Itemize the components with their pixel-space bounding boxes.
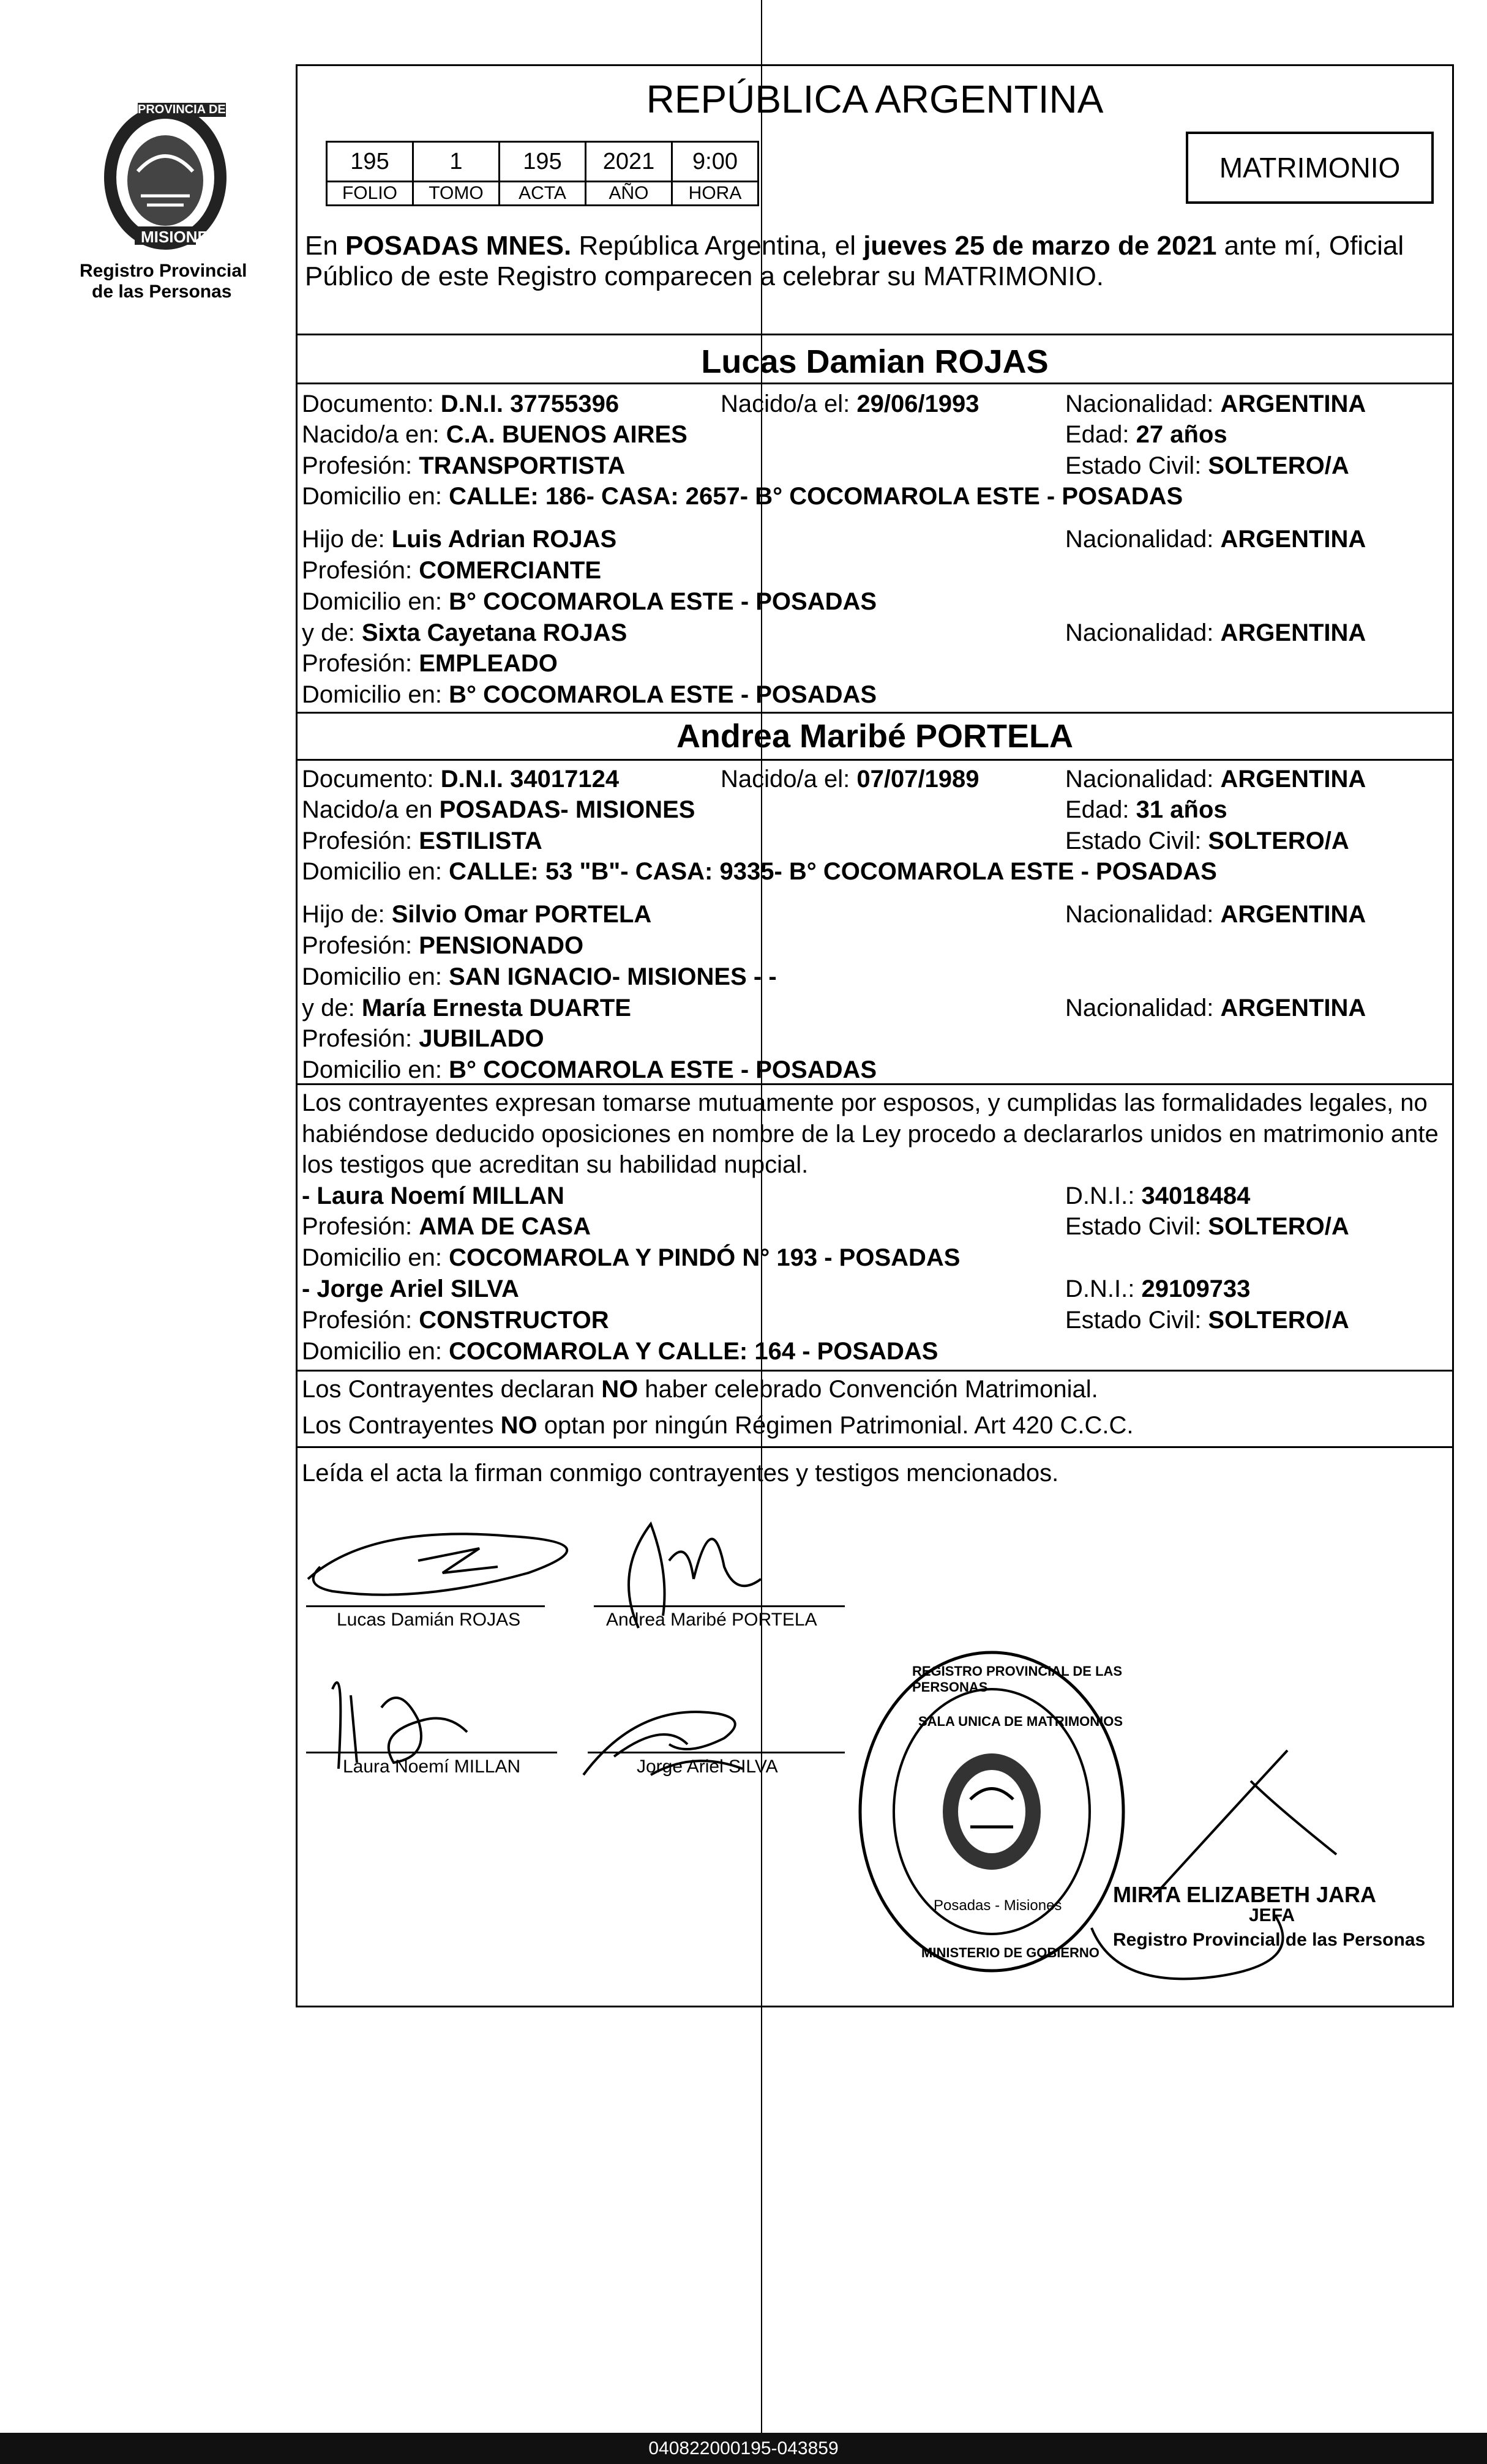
field-text: Profesión: bbox=[302, 1025, 419, 1052]
folio-label: FOLIO bbox=[327, 182, 413, 206]
field-text: Estado Civil: bbox=[1065, 827, 1208, 854]
groom-mother-nat bbox=[1065, 621, 1366, 645]
bride-addr bbox=[302, 859, 1217, 884]
field-text: ARGENTINA bbox=[1220, 619, 1366, 646]
convention-line-2 bbox=[302, 1413, 1134, 1438]
field-text: 34018484 bbox=[1141, 1182, 1251, 1209]
footer-code: 040822000195-043859 bbox=[0, 2433, 1487, 2464]
field-text: B° COCOMAROLA ESTE - POSADAS bbox=[449, 588, 877, 615]
divider-convention bbox=[296, 1370, 1454, 1372]
bride-born bbox=[721, 767, 979, 791]
hora-value: 9:00 bbox=[672, 142, 758, 182]
declaration-line-2: habiéndose deducido oposiciones en nombre de la Ley procedo a declararlos unidos en matrimonio ante bbox=[302, 1121, 1439, 1148]
field-text: 29/06/1993 bbox=[856, 390, 979, 417]
groom-doc bbox=[302, 392, 619, 416]
declaration-line-3: los testigos que acreditan su habilidad nupcial. bbox=[302, 1151, 809, 1178]
field-text: NO bbox=[601, 1376, 639, 1403]
intro-text: República Argentina, el bbox=[571, 231, 864, 261]
field-text: Edad: bbox=[1065, 421, 1136, 448]
field-text: Profesión: bbox=[302, 452, 419, 479]
field-text: haber celebrado Convención Matrimonial. bbox=[638, 1376, 1098, 1403]
official-role: JEFA bbox=[1249, 1905, 1295, 1925]
bride-mother-nat bbox=[1065, 996, 1366, 1020]
field-text: Luis Adrian ROJAS bbox=[391, 526, 617, 553]
groom-born bbox=[721, 392, 979, 416]
field-text: Profesión: bbox=[302, 1213, 419, 1240]
field-text: JUBILADO bbox=[419, 1025, 544, 1052]
groom-signature-icon bbox=[308, 1534, 567, 1594]
field-text: SOLTERO/A bbox=[1208, 1213, 1349, 1240]
bride-doc bbox=[302, 767, 619, 791]
field-text: Estado Civil: bbox=[1065, 1307, 1208, 1334]
field-text: y de: bbox=[302, 619, 362, 646]
field-text: Domicilio en: bbox=[302, 858, 449, 885]
intro-date: jueves 25 de marzo de 2021 bbox=[863, 231, 1217, 261]
field-text: 29109733 bbox=[1141, 1275, 1251, 1302]
field-text: Nacionalidad: bbox=[1065, 995, 1221, 1021]
bride-mother-addr bbox=[302, 1058, 877, 1082]
field-text: B° COCOMAROLA ESTE - POSADAS bbox=[449, 1056, 877, 1083]
field-text: NO bbox=[500, 1412, 537, 1439]
field-text: C.A. BUENOS AIRES bbox=[446, 421, 687, 448]
bride-age bbox=[1065, 797, 1227, 822]
acta-value: 195 bbox=[500, 142, 586, 182]
groom-mother bbox=[302, 621, 627, 645]
field-text: Nacionalidad: bbox=[1065, 619, 1221, 646]
field-text: D.N.I.: bbox=[1065, 1275, 1142, 1302]
groom-place bbox=[302, 422, 687, 447]
field-text: Edad: bbox=[1065, 796, 1136, 823]
groom-name: Lucas Damian ROJAS bbox=[701, 343, 1049, 380]
witness1-signature-label: Laura Noemí MILLAN bbox=[343, 1757, 521, 1777]
field-text: ARGENTINA bbox=[1220, 766, 1366, 793]
field-text: B° COCOMAROLA ESTE - POSADAS bbox=[449, 681, 877, 708]
field-text: ARGENTINA bbox=[1220, 390, 1366, 417]
bride-mother-prof bbox=[302, 1026, 544, 1051]
declaration-line-1: Los contrayentes expresan tomarse mutuamente por esposos, y cumplidas las formalidades legales, no bbox=[302, 1089, 1428, 1116]
groom-mother-addr bbox=[302, 682, 877, 707]
official-name: MIRTA ELIZABETH JARA bbox=[1113, 1882, 1376, 1907]
intro-text: ante mí, Oficial bbox=[1216, 231, 1404, 261]
field-text: Los Contrayentes bbox=[302, 1412, 501, 1439]
witness2-name: - Jorge Ariel SILVA bbox=[302, 1275, 519, 1302]
divider-bride-name bbox=[296, 759, 1454, 761]
tomo-label: TOMO bbox=[413, 182, 500, 206]
bride-mother bbox=[302, 996, 631, 1020]
logo-ring-top: PROVINCIA DE bbox=[138, 103, 226, 116]
bride-signature-line bbox=[594, 1605, 845, 1607]
groom-signature-label: Lucas Damián ROJAS bbox=[337, 1610, 521, 1630]
field-text: Domicilio en: bbox=[302, 1056, 449, 1083]
groom-prof bbox=[302, 454, 625, 478]
closing-text: Leída el acta la firman conmigo contrayentes y testigos mencionados. bbox=[302, 1460, 1059, 1487]
field-text: Sixta Cayetana ROJAS bbox=[361, 619, 627, 646]
groom-mother-prof bbox=[302, 651, 558, 676]
divider-groom-name bbox=[296, 383, 1454, 384]
field-text: Profesión: bbox=[302, 557, 419, 584]
witness1-addr bbox=[302, 1245, 960, 1270]
field-text: CALLE: 53 "B"- CASA: 9335- B° COCOMAROLA ESTE - POSADAS bbox=[449, 858, 1217, 885]
field-text: Documento: bbox=[302, 766, 441, 793]
field-text: COCOMAROLA Y CALLE: 164 - POSADAS bbox=[449, 1338, 938, 1365]
witness1-signature-line bbox=[306, 1752, 557, 1753]
witness1-dni bbox=[1065, 1184, 1250, 1208]
groom-father-addr bbox=[302, 589, 877, 614]
field-text: SOLTERO/A bbox=[1208, 452, 1349, 479]
field-text: Profesión: bbox=[302, 650, 419, 677]
page-title: REPÚBLICA ARGENTINA bbox=[646, 77, 1104, 121]
field-text: Profesión: bbox=[302, 827, 419, 854]
field-text: Nacionalidad: bbox=[1065, 526, 1221, 553]
bride-father-prof bbox=[302, 933, 583, 958]
field-text: COCOMAROLA Y PINDÓ N° 193 - POSADAS bbox=[449, 1244, 961, 1271]
field-text: ARGENTINA bbox=[1220, 526, 1366, 553]
logo-caption-2: de las Personas bbox=[92, 282, 232, 302]
witness1-signature-icon bbox=[332, 1682, 467, 1769]
intro-text: En bbox=[305, 231, 346, 261]
bride-nat bbox=[1065, 767, 1366, 791]
field-text: COMERCIANTE bbox=[419, 557, 601, 584]
field-text: CALLE: 186- CASA: 2657- B° COCOMAROLA ESTE - POSADAS bbox=[449, 483, 1183, 510]
field-text: Nacido/a en bbox=[302, 796, 440, 823]
groom-nat bbox=[1065, 392, 1366, 416]
logo-ring-bottom: MISIONES bbox=[141, 228, 219, 246]
groom-father bbox=[302, 527, 616, 551]
field-text: Nacionalidad: bbox=[1065, 901, 1221, 928]
field-text: Domicilio en: bbox=[302, 1244, 449, 1271]
bride-father-addr bbox=[302, 965, 777, 989]
seal-inner-text: SALA UNICA DE MATRIMONIOS bbox=[918, 1714, 1123, 1729]
field-text: SOLTERO/A bbox=[1208, 827, 1349, 854]
record-type-box bbox=[1186, 132, 1434, 204]
seal-lower-text: MINISTERIO DE GOBIERNO bbox=[921, 1945, 1099, 1960]
field-text: ARGENTINA bbox=[1220, 901, 1366, 928]
field-text: Domicilio en: bbox=[302, 963, 449, 990]
anio-label: AÑO bbox=[586, 182, 672, 206]
field-text: D.N.I. 37755396 bbox=[440, 390, 620, 417]
divider-declaration bbox=[296, 1083, 1454, 1085]
bride-father-nat bbox=[1065, 902, 1366, 927]
bride-civil bbox=[1065, 829, 1349, 853]
field-text: optan por ningún Régimen Patrimonial. Art 420 C.C.C. bbox=[537, 1412, 1134, 1439]
field-text: Domicilio en: bbox=[302, 1338, 449, 1365]
field-text: Nacido/a en: bbox=[302, 421, 446, 448]
witness1-prof bbox=[302, 1214, 591, 1239]
record-type-label: MATRIMONIO bbox=[1219, 152, 1401, 184]
intro-line-2: Público de este Registro comparecen a celebrar su MATRIMONIO. bbox=[305, 261, 1104, 291]
field-text: Nacionalidad: bbox=[1065, 766, 1221, 793]
field-text: Domicilio en: bbox=[302, 588, 449, 615]
field-text: CONSTRUCTOR bbox=[419, 1307, 609, 1334]
field-text: Nacido/a el: bbox=[721, 390, 857, 417]
field-text: D.N.I. 34017124 bbox=[440, 766, 620, 793]
witness2-addr bbox=[302, 1339, 938, 1364]
groom-age bbox=[1065, 422, 1227, 447]
groom-father-prof bbox=[302, 558, 601, 583]
field-text: PENSIONADO bbox=[419, 932, 584, 959]
registry-table bbox=[326, 141, 759, 206]
field-text: ESTILISTA bbox=[419, 827, 542, 854]
bride-place bbox=[302, 797, 695, 822]
groom-civil bbox=[1065, 454, 1349, 478]
field-text: Los Contrayentes declaran bbox=[302, 1376, 602, 1403]
witness2-signature-line bbox=[588, 1752, 845, 1753]
convention-line-1 bbox=[302, 1377, 1098, 1402]
field-text: Documento: bbox=[302, 390, 441, 417]
bride-prof bbox=[302, 829, 542, 853]
witness1-civil bbox=[1065, 1214, 1349, 1239]
intro-city: POSADAS MNES. bbox=[345, 231, 572, 261]
official-office: Registro Provincial de las Personas bbox=[1113, 1930, 1426, 1950]
field-text: Hijo de: bbox=[302, 526, 392, 553]
field-text: POSADAS- MISIONES bbox=[439, 796, 695, 823]
divider-closing bbox=[296, 1446, 1454, 1448]
folio-value: 195 bbox=[327, 142, 413, 182]
groom-addr bbox=[302, 484, 1183, 509]
bride-name: Andrea Maribé PORTELA bbox=[676, 718, 1074, 755]
acta-label: ACTA bbox=[500, 182, 586, 206]
field-text: D.N.I.: bbox=[1065, 1182, 1142, 1209]
field-text: 27 años bbox=[1136, 421, 1227, 448]
logo-caption-1: Registro Provincial bbox=[80, 261, 247, 281]
witness2-dni bbox=[1065, 1277, 1250, 1301]
field-text: Nacido/a el: bbox=[721, 766, 857, 793]
field-text: Nacionalidad: bbox=[1065, 390, 1221, 417]
seal-outer-text: REGISTRO PROVINCIAL DE LAS PERSONAS bbox=[912, 1663, 1123, 1695]
field-text: ARGENTINA bbox=[1220, 995, 1366, 1021]
hora-label: HORA bbox=[672, 182, 758, 206]
groom-signature-line bbox=[306, 1605, 545, 1607]
witness2-prof bbox=[302, 1308, 609, 1332]
witness2-signature-label: Jorge Ariel SILVA bbox=[637, 1757, 778, 1777]
field-text: 07/07/1989 bbox=[856, 766, 979, 793]
field-text: SAN IGNACIO- MISIONES - - bbox=[449, 963, 777, 990]
field-text: 31 años bbox=[1136, 796, 1227, 823]
field-text: Profesión: bbox=[302, 1307, 419, 1334]
field-text: María Ernesta DUARTE bbox=[361, 995, 631, 1021]
registry-logo bbox=[80, 98, 251, 257]
witness1-name: - Laura Noemí MILLAN bbox=[302, 1182, 564, 1209]
field-text: Profesión: bbox=[302, 932, 419, 959]
anio-value: 2021 bbox=[586, 142, 672, 182]
tomo-value: 1 bbox=[413, 142, 500, 182]
groom-father-nat bbox=[1065, 527, 1366, 551]
field-text: SOLTERO/A bbox=[1208, 1307, 1349, 1334]
divider-header bbox=[296, 334, 1454, 335]
field-text: TRANSPORTISTA bbox=[419, 452, 626, 479]
bride-father bbox=[302, 902, 651, 927]
field-text: Domicilio en: bbox=[302, 483, 449, 510]
field-text: y de: bbox=[302, 995, 362, 1021]
field-text: Estado Civil: bbox=[1065, 452, 1208, 479]
witness2-civil bbox=[1065, 1308, 1349, 1332]
field-text: Hijo de: bbox=[302, 901, 392, 928]
seal-city: Posadas - Misiones bbox=[934, 1897, 1062, 1914]
field-text: EMPLEADO bbox=[419, 650, 558, 677]
field-text: Domicilio en: bbox=[302, 681, 449, 708]
bride-signature-label: Andrea Maribé PORTELA bbox=[606, 1610, 817, 1630]
field-text: Estado Civil: bbox=[1065, 1213, 1208, 1240]
official-seal bbox=[854, 1646, 1129, 1977]
field-text: Silvio Omar PORTELA bbox=[391, 901, 652, 928]
intro-line-1 bbox=[305, 233, 1404, 259]
field-text: AMA DE CASA bbox=[419, 1213, 591, 1240]
divider-bride-section bbox=[296, 712, 1454, 714]
